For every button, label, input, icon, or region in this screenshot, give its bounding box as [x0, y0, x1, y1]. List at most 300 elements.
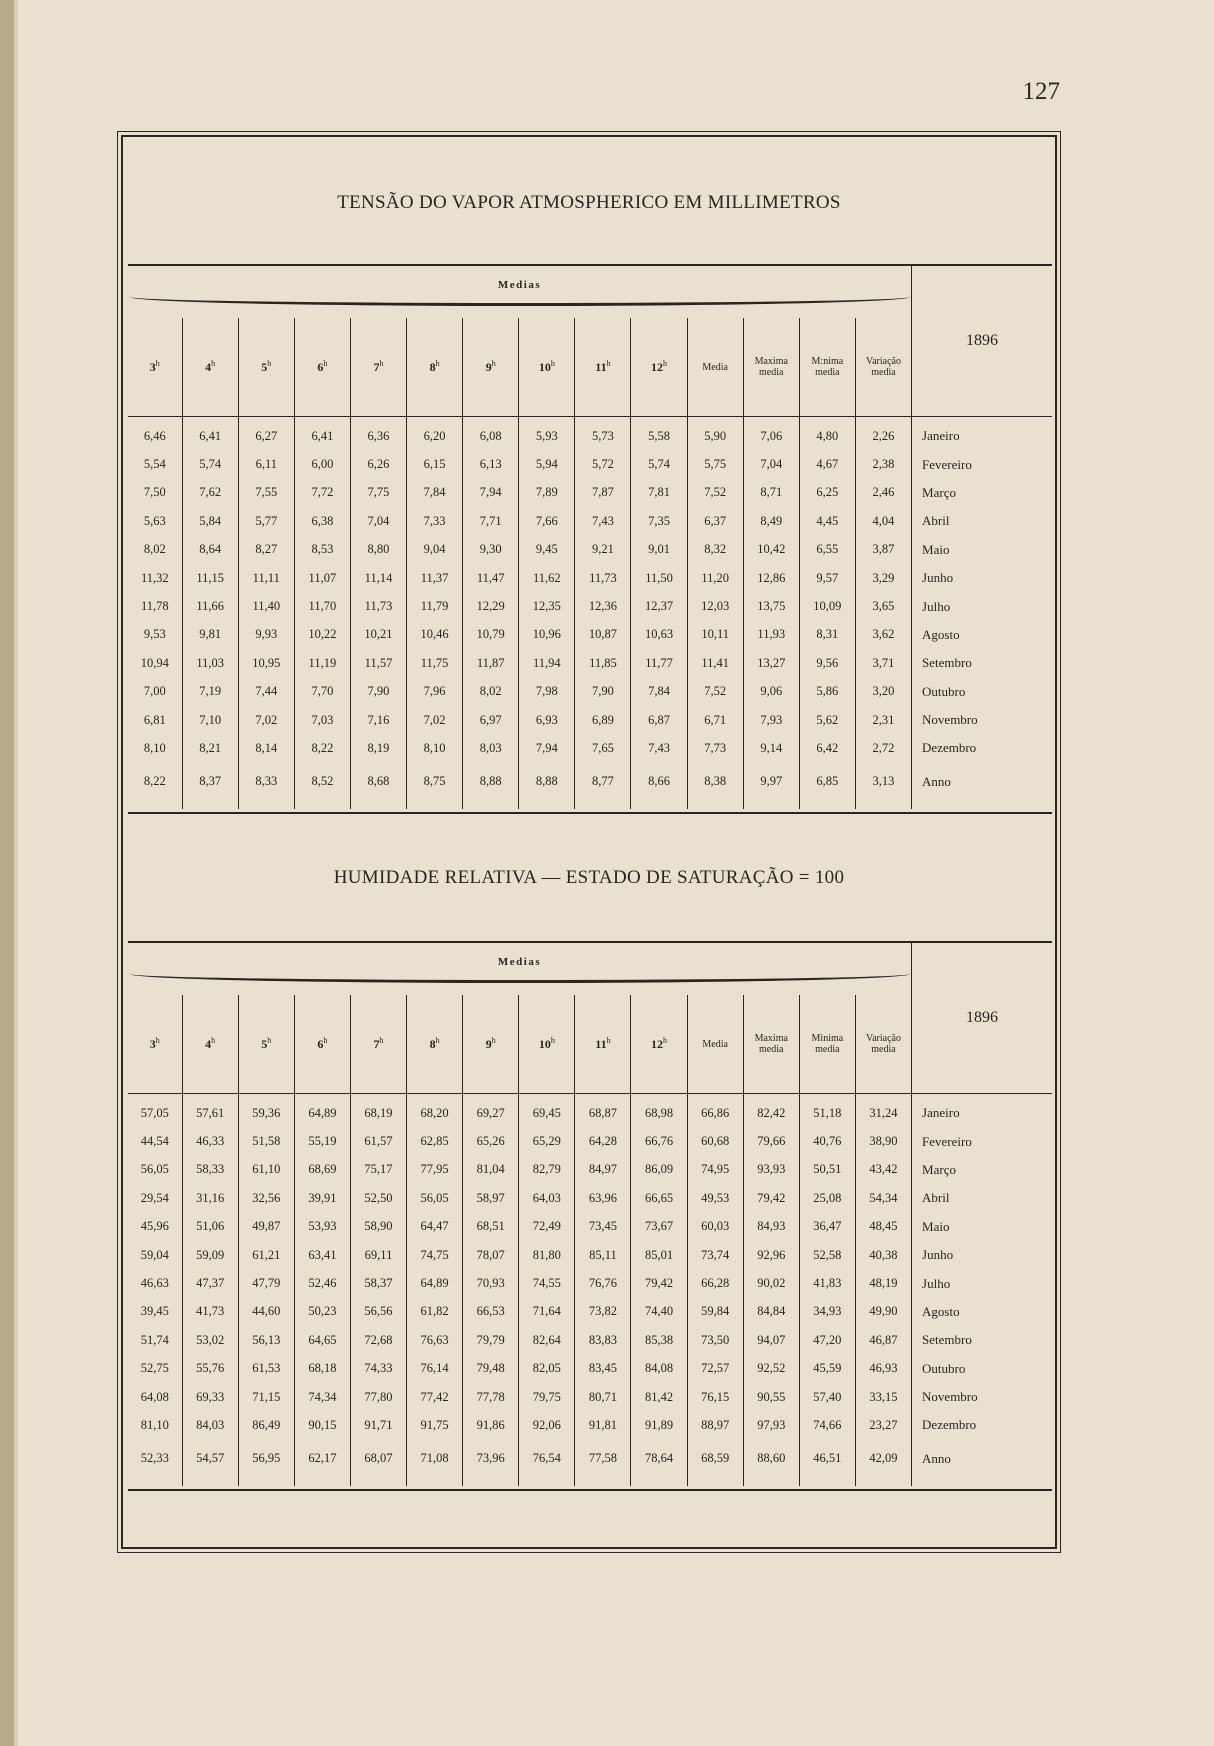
table-cell: 79,66 — [743, 1127, 799, 1155]
table-cell: 72,49 — [519, 1213, 575, 1241]
table-cell: 11,40 — [238, 592, 294, 620]
table-cell: 31,16 — [182, 1184, 238, 1212]
table-cell: 68,69 — [294, 1156, 350, 1184]
table-cell: 85,01 — [631, 1241, 687, 1269]
table-cell: 64,08 — [128, 1383, 182, 1411]
table-cell: 68,98 — [631, 1099, 687, 1127]
table-cell: 6,42 — [799, 734, 855, 762]
table-cell: 8,53 — [294, 536, 350, 564]
table-cell: 8,33 — [238, 763, 294, 801]
table-row — [128, 1383, 1052, 1411]
table-cell: 68,59 — [687, 1440, 743, 1478]
table-cell: 11,73 — [350, 592, 406, 620]
month-label: Maio — [922, 1218, 950, 1234]
table-cell: 66,53 — [463, 1298, 519, 1326]
table-cell: 11,07 — [294, 564, 350, 592]
table-cell: 12,36 — [575, 592, 631, 620]
table-cell: 7,90 — [575, 678, 631, 706]
column-header-label: 9 — [485, 1037, 492, 1051]
table-row — [128, 1241, 1052, 1269]
table-cell: 11,14 — [350, 564, 406, 592]
table-cell: 93,93 — [743, 1156, 799, 1184]
table-cell: 32,56 — [238, 1184, 294, 1212]
table-cell: 8,14 — [238, 734, 294, 762]
table-cell: 10,46 — [407, 621, 463, 649]
table-cell: 58,33 — [182, 1156, 238, 1184]
table-cell: 7,94 — [463, 479, 519, 507]
vapor-pressure-table — [128, 266, 1052, 809]
table-cell: 76,14 — [407, 1355, 463, 1383]
table-cell: 3,87 — [855, 536, 911, 564]
table-row — [128, 479, 1052, 507]
column-header-label: 7 — [373, 1037, 380, 1051]
year-total-row — [128, 1440, 1052, 1478]
table-cell: 7,02 — [407, 706, 463, 734]
table-cell: 8,31 — [799, 621, 855, 649]
table-cell: 6,81 — [128, 706, 182, 734]
table-row — [128, 1184, 1052, 1212]
table-cell: 8,10 — [128, 734, 182, 762]
table-cell: 59,04 — [128, 1241, 182, 1269]
table-cell: 74,33 — [350, 1355, 406, 1383]
month-label: Dezembro — [922, 740, 977, 756]
table-cell: 92,96 — [743, 1241, 799, 1269]
table-cell: 7,84 — [407, 479, 463, 507]
table-cell: 43,42 — [855, 1156, 911, 1184]
table-cell: 91,71 — [350, 1411, 406, 1439]
table-cell: 56,56 — [350, 1298, 406, 1326]
table-cell: 64,89 — [407, 1269, 463, 1297]
column-header-label: Variação media — [865, 1033, 901, 1055]
table-cell: 7,90 — [350, 678, 406, 706]
column-header — [128, 318, 182, 417]
table-cell: 76,63 — [407, 1326, 463, 1354]
column-header — [687, 318, 743, 417]
table-cell: 11,37 — [407, 564, 463, 592]
table-cell: 6,25 — [799, 479, 855, 507]
column-header-label: Media — [702, 1038, 728, 1050]
table-cell: 84,97 — [575, 1156, 631, 1184]
table-cell: 56,05 — [128, 1156, 182, 1184]
month-label: Março — [922, 484, 956, 500]
table-cell: 11,85 — [575, 649, 631, 677]
medias-brace — [130, 974, 910, 983]
table-cell: 12,03 — [687, 592, 743, 620]
month-label: Março — [922, 1161, 956, 1177]
table-cell: 6,87 — [631, 706, 687, 734]
relative-humidity-table — [128, 943, 1052, 1486]
table-cell: 7,16 — [350, 706, 406, 734]
table-cell: 71,15 — [238, 1383, 294, 1411]
hour-suffix: h — [379, 359, 384, 368]
table-row — [128, 706, 1052, 734]
table-cell: 46,33 — [182, 1127, 238, 1155]
table-cell: 74,34 — [294, 1383, 350, 1411]
table-cell: 49,90 — [855, 1298, 911, 1326]
table-cell: 58,90 — [350, 1213, 406, 1241]
table-cell: 9,81 — [182, 621, 238, 649]
group-header-row — [128, 943, 1052, 995]
table-cell: 7,96 — [407, 678, 463, 706]
table-cell: 70,93 — [463, 1269, 519, 1297]
medias-group-header — [128, 943, 912, 995]
column-header — [294, 318, 350, 417]
table-cell: 88,97 — [687, 1411, 743, 1439]
table-cell: 82,64 — [519, 1326, 575, 1354]
table-cell: 52,50 — [350, 1184, 406, 1212]
table-cell: 77,42 — [407, 1383, 463, 1411]
table-cell: 61,57 — [350, 1127, 406, 1155]
table-cell: 58,97 — [463, 1184, 519, 1212]
column-header-label: 4 — [205, 360, 212, 374]
table-cell: 82,42 — [743, 1099, 799, 1127]
table-cell: 59,84 — [687, 1298, 743, 1326]
table-cell: 65,29 — [519, 1127, 575, 1155]
table-cell: 46,63 — [128, 1269, 182, 1297]
table-cell: 39,91 — [294, 1184, 350, 1212]
table-cell: 80,71 — [575, 1383, 631, 1411]
table-cell: 6,85 — [799, 763, 855, 801]
table-cell: 11,47 — [463, 564, 519, 592]
table-row — [128, 1099, 1052, 1127]
table-cell: 23,27 — [855, 1411, 911, 1439]
table-cell: 53,02 — [182, 1326, 238, 1354]
table-cell: 7,50 — [128, 479, 182, 507]
table-cell: 79,75 — [519, 1383, 575, 1411]
table-cell: 6,13 — [463, 450, 519, 478]
table-cell: 47,79 — [238, 1269, 294, 1297]
hour-suffix: h — [267, 359, 272, 368]
table-cell: 6,08 — [463, 422, 519, 450]
hour-suffix: h — [663, 359, 668, 368]
table-cell: 59,09 — [182, 1241, 238, 1269]
column-header-label: 8 — [429, 360, 436, 374]
table-cell: 10,63 — [631, 621, 687, 649]
table-cell: 7,65 — [575, 734, 631, 762]
table-cell: 68,18 — [294, 1355, 350, 1383]
table-row — [128, 450, 1052, 478]
column-header — [799, 995, 855, 1094]
table-cell: 4,45 — [799, 507, 855, 535]
table-cell: 2,72 — [855, 734, 911, 762]
table-cell: 7,43 — [575, 507, 631, 535]
table-cell: 48,45 — [855, 1213, 911, 1241]
table-cell: 6,55 — [799, 536, 855, 564]
table-cell: 66,28 — [687, 1269, 743, 1297]
table-cell: 92,52 — [743, 1355, 799, 1383]
table-cell: 78,07 — [463, 1241, 519, 1269]
table-cell: 10,09 — [799, 592, 855, 620]
column-header — [238, 995, 294, 1094]
table-cell: 7,94 — [519, 734, 575, 762]
table-cell: 11,87 — [463, 649, 519, 677]
column-header — [128, 995, 182, 1094]
table-cell: 9,57 — [799, 564, 855, 592]
table-row — [128, 1411, 1052, 1439]
hour-suffix: h — [323, 1036, 328, 1045]
table-row — [128, 678, 1052, 706]
table-cell: 5,84 — [182, 507, 238, 535]
table-row — [128, 1326, 1052, 1354]
column-header — [743, 318, 799, 417]
month-label: Outubro — [922, 1360, 966, 1376]
table-cell: 7,81 — [631, 479, 687, 507]
table-cell: 62,17 — [294, 1440, 350, 1478]
table-cell: 56,95 — [238, 1440, 294, 1478]
table-cell: 94,07 — [743, 1326, 799, 1354]
table-cell: 56,13 — [238, 1326, 294, 1354]
month-label: Janeiro — [922, 428, 960, 444]
month-label: Janeiro — [922, 1105, 960, 1121]
table-cell: 2,46 — [855, 479, 911, 507]
table-cell: 5,94 — [519, 450, 575, 478]
table-cell: 5,74 — [182, 450, 238, 478]
table-cell: 41,83 — [799, 1269, 855, 1297]
table-cell: 73,82 — [575, 1298, 631, 1326]
column-header — [463, 318, 519, 417]
table-cell: 8,52 — [294, 763, 350, 801]
table-cell: 8,80 — [350, 536, 406, 564]
column-header-label: 5 — [261, 1037, 268, 1051]
table-cell: 3,62 — [855, 621, 911, 649]
table-cell: 61,53 — [238, 1355, 294, 1383]
table-cell: 4,80 — [799, 422, 855, 450]
table-cell: 6,00 — [294, 450, 350, 478]
column-header — [855, 318, 911, 417]
column-header — [575, 995, 631, 1094]
table-cell: 73,50 — [687, 1326, 743, 1354]
table-cell: 25,08 — [799, 1184, 855, 1212]
table-cell: 2,31 — [855, 706, 911, 734]
table-cell: 10,22 — [294, 621, 350, 649]
table-cell: 91,86 — [463, 1411, 519, 1439]
medias-label: Medias — [497, 956, 542, 968]
column-header — [350, 318, 406, 417]
month-label: Junho — [922, 570, 954, 586]
table-cell: 88,60 — [743, 1440, 799, 1478]
table-cell: 34,93 — [799, 1298, 855, 1326]
year-header: 1896 — [912, 943, 1052, 1094]
table-cell: 71,64 — [519, 1298, 575, 1326]
table-cell: 7,75 — [350, 479, 406, 507]
table-cell: 66,86 — [687, 1099, 743, 1127]
year-total-row — [128, 763, 1052, 801]
table-row — [128, 536, 1052, 564]
table-cell: 5,62 — [799, 706, 855, 734]
month-label: Setembro — [922, 1332, 972, 1348]
table-cell: 74,75 — [407, 1241, 463, 1269]
month-label: Maio — [922, 541, 950, 557]
table-cell: 7,00 — [128, 678, 182, 706]
table-cell: 11,70 — [294, 592, 350, 620]
table-cell: 77,95 — [407, 1156, 463, 1184]
year-header: 1896 — [912, 266, 1052, 417]
table-cell: 74,55 — [519, 1269, 575, 1297]
table-cell: 11,62 — [519, 564, 575, 592]
hour-suffix: h — [211, 1036, 216, 1045]
table-cell: 51,06 — [182, 1213, 238, 1241]
table-cell: 8,19 — [350, 734, 406, 762]
hour-suffix: h — [491, 1036, 496, 1045]
table-cell: 60,68 — [687, 1127, 743, 1155]
table-cell: 8,38 — [687, 763, 743, 801]
year-total-label: Anno — [922, 1450, 951, 1466]
table-cell: 8,49 — [743, 507, 799, 535]
table-cell: 11,75 — [407, 649, 463, 677]
table-cell: 8,68 — [350, 763, 406, 801]
column-header-label: M:nima media — [811, 356, 844, 378]
table-cell: 11,50 — [631, 564, 687, 592]
month-label: Julho — [922, 598, 951, 614]
table-cell: 11,41 — [687, 649, 743, 677]
table-cell: 8,22 — [294, 734, 350, 762]
table-cell: 77,58 — [575, 1440, 631, 1478]
humidity-section-title: HUMIDADE RELATIVA — ESTADO DE SATURAÇÃO = 100 — [333, 867, 845, 888]
table-cell: 6,46 — [128, 422, 182, 450]
table-row — [128, 1127, 1052, 1155]
hour-suffix: h — [323, 359, 328, 368]
column-header — [350, 995, 406, 1094]
table-cell: 44,54 — [128, 1127, 182, 1155]
table-cell: 8,75 — [407, 763, 463, 801]
table-cell: 31,24 — [855, 1099, 911, 1127]
table-cell: 81,04 — [463, 1156, 519, 1184]
column-header-label: Variação media — [865, 356, 901, 378]
table-cell: 58,37 — [350, 1269, 406, 1297]
hour-suffix: h — [435, 359, 440, 368]
table-cell: 76,76 — [575, 1269, 631, 1297]
table-cell: 5,73 — [575, 422, 631, 450]
month-label: Junho — [922, 1247, 954, 1263]
month-label: Novembro — [922, 712, 978, 728]
table-cell: 61,10 — [238, 1156, 294, 1184]
table-cell: 63,41 — [294, 1241, 350, 1269]
table-cell: 76,54 — [519, 1440, 575, 1478]
hour-suffix: h — [379, 1036, 384, 1045]
table-cell: 10,95 — [238, 649, 294, 677]
table-cell: 73,96 — [463, 1440, 519, 1478]
column-header — [519, 318, 575, 417]
table-cell: 10,94 — [128, 649, 182, 677]
table-cell: 11,03 — [182, 649, 238, 677]
table-cell: 11,73 — [575, 564, 631, 592]
table-cell: 7,93 — [743, 706, 799, 734]
table-cell: 6,37 — [687, 507, 743, 535]
table-cell: 90,02 — [743, 1269, 799, 1297]
medias-label: Medias — [497, 279, 542, 291]
column-header-label: 3 — [149, 1037, 156, 1051]
table-row — [128, 1156, 1052, 1184]
table-cell: 7,71 — [463, 507, 519, 535]
table-cell: 66,76 — [631, 1127, 687, 1155]
table-cell: 11,57 — [350, 649, 406, 677]
table-cell: 5,77 — [238, 507, 294, 535]
table-cell: 73,45 — [575, 1213, 631, 1241]
hour-suffix: h — [663, 1036, 668, 1045]
table-cell: 55,19 — [294, 1127, 350, 1155]
table-cell: 10,11 — [687, 621, 743, 649]
table-cell: 51,74 — [128, 1326, 182, 1354]
table-cell: 52,75 — [128, 1355, 182, 1383]
table-cell: 82,05 — [519, 1355, 575, 1383]
year-total-label: Anno — [922, 773, 951, 789]
table-cell: 63,96 — [575, 1184, 631, 1212]
table-cell: 54,34 — [855, 1184, 911, 1212]
table-cell: 7,35 — [631, 507, 687, 535]
table-cell: 79,48 — [463, 1355, 519, 1383]
hour-suffix: h — [606, 1036, 611, 1045]
table-cell: 7,73 — [687, 734, 743, 762]
month-label: Setembro — [922, 655, 972, 671]
column-header — [687, 995, 743, 1094]
table-row — [128, 734, 1052, 762]
table-cell: 40,76 — [799, 1127, 855, 1155]
hour-suffix: h — [267, 1036, 272, 1045]
table-cell: 5,63 — [128, 507, 182, 535]
table-cell: 50,23 — [294, 1298, 350, 1326]
table-cell: 8,03 — [463, 734, 519, 762]
table-cell: 79,79 — [463, 1326, 519, 1354]
table-row — [128, 507, 1052, 535]
table-cell: 11,78 — [128, 592, 182, 620]
table-cell: 69,11 — [350, 1241, 406, 1269]
table-cell: 57,05 — [128, 1099, 182, 1127]
hour-suffix: h — [491, 359, 496, 368]
table-cell: 59,36 — [238, 1099, 294, 1127]
table-cell: 8,22 — [128, 763, 182, 801]
table-cell: 7,52 — [687, 678, 743, 706]
month-label: Abril — [922, 513, 950, 529]
table-cell: 64,89 — [294, 1099, 350, 1127]
table-cell: 7,66 — [519, 507, 575, 535]
vapor-section-title: TENSÃO DO VAPOR ATMOSPHERICO EM MILLIMETROS — [337, 192, 841, 213]
table-cell: 66,65 — [631, 1184, 687, 1212]
table-cell: 7,03 — [294, 706, 350, 734]
table-cell: 64,65 — [294, 1326, 350, 1354]
table-cell: 6,36 — [350, 422, 406, 450]
page-gutter — [14, 0, 18, 1746]
table-row — [128, 1213, 1052, 1241]
table-cell: 8,88 — [463, 763, 519, 801]
table-cell: 8,66 — [631, 763, 687, 801]
table-cell: 69,45 — [519, 1099, 575, 1127]
table-cell: 2,26 — [855, 422, 911, 450]
hour-suffix: h — [606, 359, 611, 368]
table-cell: 5,75 — [687, 450, 743, 478]
table-cell: 64,28 — [575, 1127, 631, 1155]
table-cell: 5,86 — [799, 678, 855, 706]
column-header-label: 11 — [595, 360, 607, 374]
table-cell: 49,87 — [238, 1213, 294, 1241]
table-cell: 8,32 — [687, 536, 743, 564]
column-header — [575, 318, 631, 417]
column-header — [294, 995, 350, 1094]
table-cell: 79,42 — [631, 1269, 687, 1297]
table-cell: 73,67 — [631, 1213, 687, 1241]
month-label: Dezembro — [922, 1417, 977, 1433]
table-cell: 11,79 — [407, 592, 463, 620]
table-cell: 90,55 — [743, 1383, 799, 1411]
table-cell: 54,57 — [182, 1440, 238, 1478]
table-cell: 7,52 — [687, 479, 743, 507]
column-header-label: 9 — [485, 360, 492, 374]
column-header-label: 11 — [595, 1037, 607, 1051]
table-cell: 84,08 — [631, 1355, 687, 1383]
column-header — [238, 318, 294, 417]
table-cell: 10,21 — [350, 621, 406, 649]
table-cell: 52,58 — [799, 1241, 855, 1269]
table-cell: 12,86 — [743, 564, 799, 592]
